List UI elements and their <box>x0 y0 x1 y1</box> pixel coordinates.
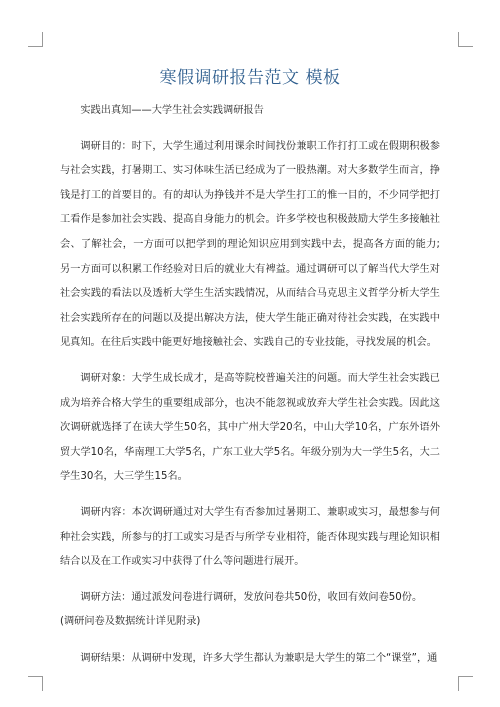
document-title: 寒假调研报告范文 模板 <box>159 68 341 88</box>
paragraph-purpose: 调研目的：时下，大学生通过利用课余时间找份兼职工作打打工或在假期积极参与社会实践，打暑期工、实习体味生活已经成为了一股热潮。对大多数学生而言，挣钱是打工的首要目的。有的却认为挣钱并不是大学生打工的惟一目的，不少同学把打工看作是参加社会实践、提高自身能力的机会。许多学校也积极鼓励大学生多接触社会、了解社会，一方面可以把学到的理论知识应用到实践中去，提高各方面的能力;另一方面可以积累工作经验对日后的就业大有裨益。通过调研可以了解当代大学生对社会实践的看法以及透析大学生生活实践情况，从而结合马克思主义哲学分析大学生社会实践所存在的问题以及提出解决方法，使大学生能正确对待社会实践，在实践中见真知。在往后实践中能更好地接触社会、实践自己的专业技能，寻找发展的机会。 <box>60 140 440 349</box>
document-body <box>60 99 440 671</box>
paragraph-content: 调研内容：本次调研通过对大学生有否参加过暑期工、兼职或实习，最想参与何种社会实践，所参与的打工或实习是否与所学专业相符，能否体现实践与理论知识相结合以及在工作或实习中获得了什么等问题进行展开。 <box>60 506 440 568</box>
paragraph-appendix-note: (调研问卷及数据统计详见附录) <box>60 616 201 628</box>
paragraph-subjects: 调研对象：大学生成长成才，是高等院校普遍关注的问题。而大学生社会实践已成为培养合格大学生的重要组成部分，也决不能忽视或放弃大学生社会实践。因此这次调研就选择了在读大学生50名，其中广州大学20名，中山大学10名，广东外语外贸大学10名，华南理工大学5名，广东工业大学5名。年级分别为大一学生5名，大二学生30名，大三学生15名。 <box>60 372 440 483</box>
crop-mark-top-right <box>458 32 473 47</box>
crop-mark-top-left <box>28 32 43 47</box>
document-subtitle: 实践出真知——大学生社会实践调研报告 <box>80 105 264 116</box>
crop-mark-bottom-right <box>458 676 473 691</box>
crop-mark-bottom-left <box>28 676 43 691</box>
paragraph-method: 调研方法：通过派发问卷进行调研，发放问卷共50份，收回有效问卷50份。 <box>80 591 423 603</box>
paragraph-results: 调研结果：从调研中发现，许多大学生都认为兼职是大学生的第二个“课堂”，通 <box>80 652 438 664</box>
